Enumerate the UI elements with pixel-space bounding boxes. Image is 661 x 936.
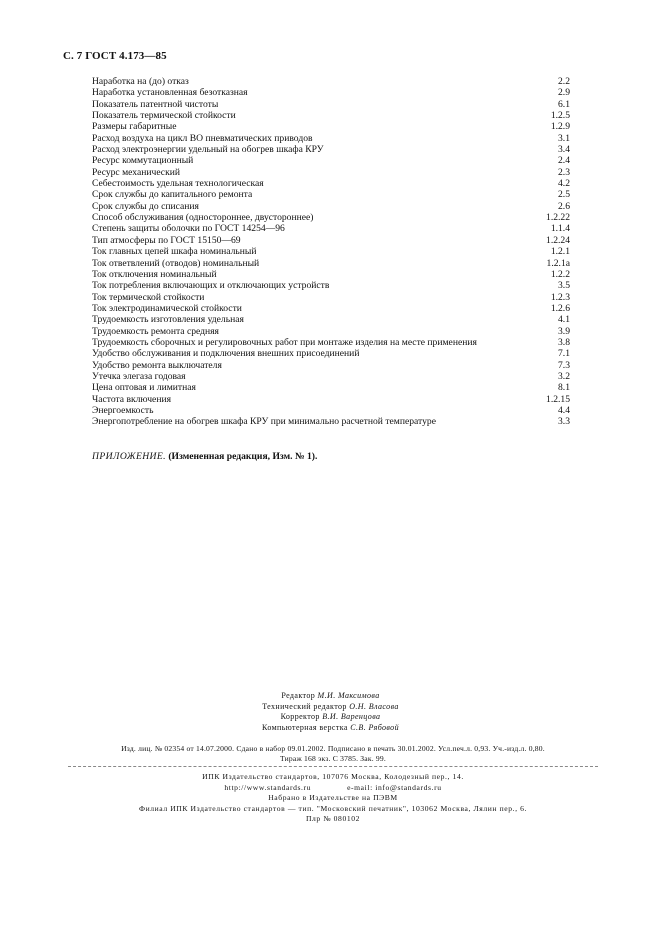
index-clause: 2.9: [558, 87, 570, 99]
index-clause: 3.8: [558, 336, 570, 348]
credit-name: С.В. Рябовой: [350, 722, 399, 732]
index-row: [92, 314, 570, 325]
index-term: Ресурс механический: [92, 166, 180, 178]
credit-name: В.И. Варенцова: [322, 712, 381, 722]
index-term: Трудоемкость ремонта средняя: [92, 325, 219, 337]
index-row: [92, 144, 570, 155]
index-clause: 2.5: [558, 189, 570, 201]
publication-line: Тираж 168 экз. С 3785. Зак. 99.: [279, 754, 387, 764]
index-term: Удобство ремонта выключателя: [92, 359, 222, 371]
index-row: [92, 303, 570, 314]
index-clause: 3.4: [558, 144, 570, 156]
index-row: [92, 110, 570, 121]
index-term: Наработка установленная безотказная: [92, 87, 248, 99]
index-clause: 3.5: [558, 280, 570, 292]
index-clause: 1.2.22: [546, 212, 570, 224]
appendix-note: [92, 451, 317, 462]
index-row: [92, 258, 570, 269]
index-row: [92, 189, 570, 200]
index-row: [92, 280, 570, 291]
index-term: Ток потребления включающих и отключающих устройств: [92, 280, 330, 292]
index-clause: 3.9: [558, 325, 570, 337]
index-term: Себестоимость удельная технологическая: [92, 178, 264, 190]
index-row: [92, 382, 570, 393]
branch-address: Филиал ИПК Издательство стандартов — тип. "Московский печатник", 103062 Москва, Лялин пер., 6.: [138, 803, 528, 813]
index-clause: 6.1: [558, 98, 570, 110]
index-clause: 2.2: [558, 76, 570, 87]
index-row: [92, 269, 570, 280]
index-row: [92, 76, 570, 87]
index-term: Энергоемкость: [92, 404, 154, 416]
index-clause: 1.2.9: [550, 121, 570, 133]
index-clause: 8.1: [558, 382, 570, 394]
index-clause: 1.2.6: [550, 302, 570, 314]
page-header: С. 7 ГОСТ 4.173—85: [63, 50, 167, 62]
index-term: Ток главных цепей шкафа номинальный: [92, 246, 257, 258]
index-clause: 3.1: [558, 132, 570, 144]
index-term: Ток ответвлений (отводов) номинальный: [92, 257, 260, 269]
index-row: [92, 348, 570, 359]
index-clause: 4.2: [558, 178, 570, 190]
index-row: [92, 223, 570, 234]
index-term: Наработка на (до) отказ: [92, 76, 189, 87]
index-clause: 1.1.4: [550, 223, 570, 235]
index-row: [92, 394, 570, 405]
index-term: Размеры габаритные: [92, 121, 177, 133]
index-row: [92, 212, 570, 223]
index-term: Показатель термической стойкости: [92, 110, 236, 122]
index-term: Ток электродинамической стойкости: [92, 302, 242, 314]
credit-role: Технический редактор: [262, 701, 347, 711]
index-clause: 3.3: [558, 416, 570, 428]
index-clause: 1.2.1а: [546, 257, 570, 269]
publication-line: Изд. лиц. № 02354 от 14.07.2000. Сдано в набор 09.01.2002. Подписано в печать 30.01.2002. Усл.печ.л. 0,93. Уч.-изд.л. 0,80.: [121, 744, 545, 753]
publisher-address: ИПК Издательство стандартов, 107076 Москва, Колодезный пер., 14.: [202, 772, 464, 781]
credit-layout: [0, 723, 661, 734]
index-row: [92, 133, 570, 144]
index-term: Ток отключения номинальный: [92, 268, 217, 280]
index-row: [92, 155, 570, 166]
index-row: [92, 121, 570, 132]
publication-info: [68, 744, 598, 765]
index-row: [92, 246, 570, 257]
credit-name: О.Н. Власова: [349, 701, 399, 711]
credit-proofreader: [0, 712, 661, 723]
index-term: Степень защиты оболочки по ГОСТ 14254—96: [92, 223, 285, 235]
index-row: [92, 416, 570, 427]
appendix-label: ПРИЛОЖЕНИЕ.: [92, 451, 166, 462]
index-term: Ресурс коммутационный: [92, 155, 194, 167]
credit-editor: [0, 691, 661, 702]
index-clause: 1.2.3: [550, 291, 570, 303]
index-clause: 1.2.2: [550, 268, 570, 280]
index-clause: 1.2.5: [550, 110, 570, 122]
index-row: [92, 405, 570, 416]
website-link[interactable]: http://www.standards.ru: [224, 782, 312, 792]
alphabetical-index: [92, 76, 570, 428]
index-term: Расход воздуха на цикл ВО пневматических приводов: [92, 132, 313, 144]
index-term: Срок службы до списания: [92, 200, 199, 212]
index-term: Тип атмосферы по ГОСТ 15150—69: [92, 234, 241, 246]
index-clause: 4.4: [558, 404, 570, 416]
index-clause: 7.3: [558, 359, 570, 371]
index-term: Способ обслуживания (одностороннее, двустороннее): [92, 212, 314, 224]
index-clause: 1.2.24: [546, 234, 570, 246]
index-row: [92, 201, 570, 212]
credit-name: М.И. Максимова: [317, 691, 380, 700]
index-row: [92, 235, 570, 246]
editorial-credits: [0, 691, 661, 733]
amendment-note: (Измененная редакция, Изм. № 1).: [168, 451, 318, 462]
credit-tech-editor: [0, 702, 661, 713]
index-clause: 1.2.15: [546, 393, 570, 405]
index-term: Трудоемкость изготовления удельная: [92, 314, 244, 326]
index-row: [92, 87, 570, 98]
index-term: Частота включения: [92, 393, 171, 405]
index-term: Удобство обслуживания и подключения внешних присоединений: [92, 348, 360, 360]
license-number: Плр № 080102: [305, 814, 361, 824]
credit-role: Редактор: [281, 691, 316, 700]
index-row: [92, 167, 570, 178]
index-term: Трудоемкость сборочных и регулировочных работ при монтаже изделия на месте применения: [92, 336, 477, 348]
index-row: [92, 371, 570, 382]
index-row: [92, 292, 570, 303]
index-row: [92, 360, 570, 371]
index-term: Расход электроэнергии удельный на обогрев шкафа КРУ: [92, 144, 324, 156]
index-term: Энергопотребление на обогрев шкафа КРУ при минимально расчетной температуре: [92, 416, 436, 428]
index-term: Ток термической стойкости: [92, 291, 205, 303]
publisher-contacts: [68, 783, 598, 794]
index-row: [92, 337, 570, 348]
index-term: Утечка элегаза годовая: [92, 370, 186, 382]
index-clause: 1.2.1: [550, 246, 570, 258]
credit-role: Компьютерная верстка: [262, 722, 348, 732]
index-term: Срок службы до капитального ремонта: [92, 189, 253, 201]
email-link[interactable]: e-mail: info@standards.ru: [347, 782, 442, 792]
divider: [68, 766, 598, 767]
index-clause: 4.1: [558, 314, 570, 326]
index-clause: 2.3: [558, 166, 570, 178]
index-clause: 3.2: [558, 370, 570, 382]
index-term: Цена оптовая и лимитная: [92, 382, 196, 394]
credit-role: Корректор: [280, 712, 320, 722]
index-row: [92, 326, 570, 337]
publisher-imprint: [68, 772, 598, 825]
index-row: [92, 99, 570, 110]
index-clause: 2.6: [558, 200, 570, 212]
index-row: [92, 178, 570, 189]
index-term: Показатель патентной чистоты: [92, 98, 219, 110]
typeset-note: Набрано в Издательстве на ПЭВМ: [268, 793, 398, 803]
index-clause: 2.4: [558, 155, 570, 167]
index-clause: 7.1: [558, 348, 570, 360]
